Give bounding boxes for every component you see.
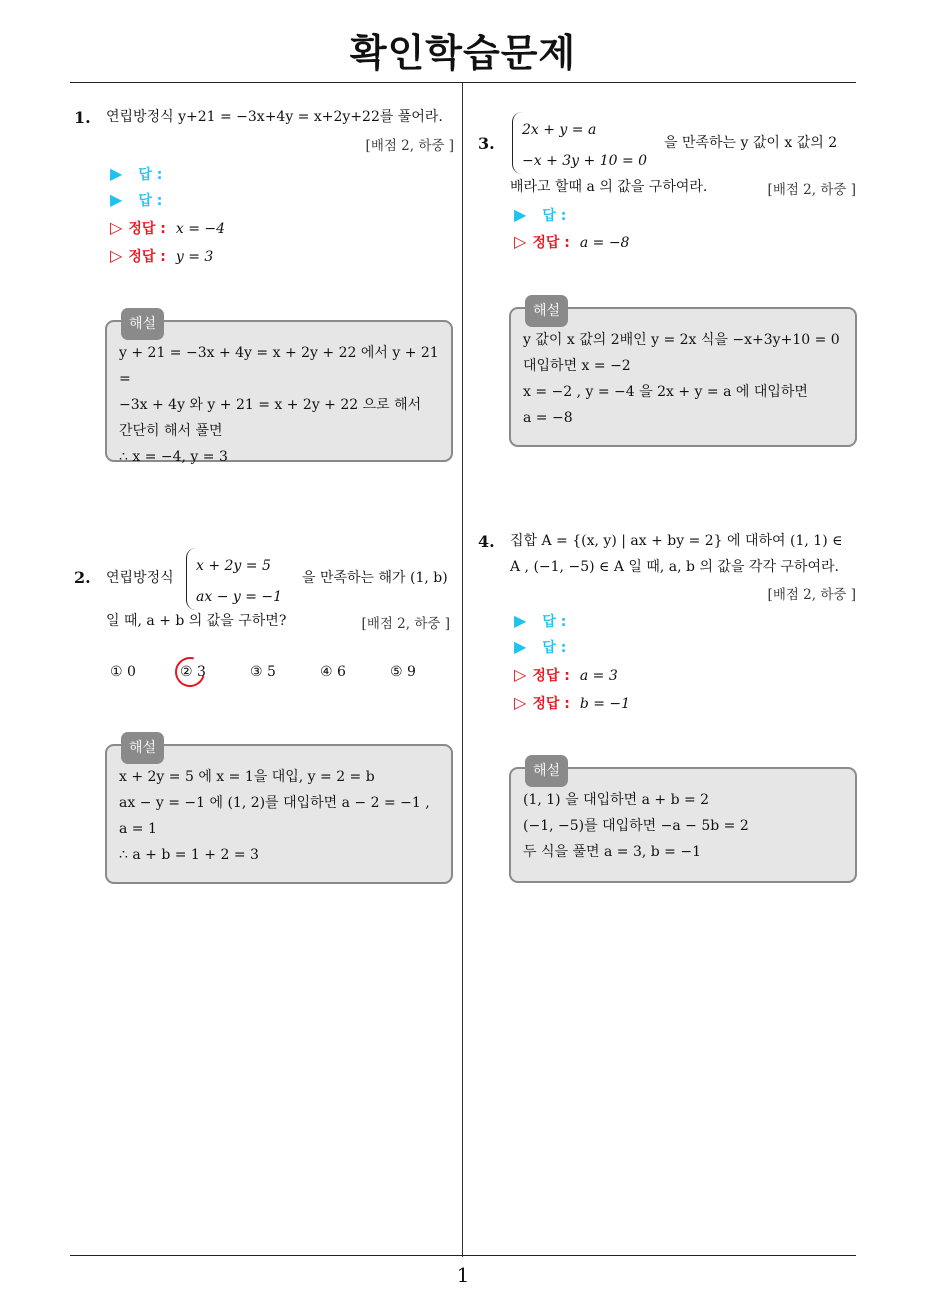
header-rule: [70, 82, 856, 83]
equation: ax − y = −1: [196, 589, 283, 605]
answer-label: 답 :: [138, 193, 163, 209]
footer-rule: [70, 1255, 856, 1256]
choice-1[interactable]: ① 0: [110, 664, 136, 680]
correct-answer-row: [110, 218, 225, 238]
answer-row: [514, 205, 566, 225]
filled-arrow-icon: ▶: [110, 164, 123, 183]
correct-answer-label: 정답 :: [532, 696, 570, 712]
question-text: 배라고 할때 a 의 값을 구하여라.: [510, 179, 708, 195]
choice-4[interactable]: ④ 6: [320, 664, 346, 680]
question-number: 1.: [74, 108, 91, 127]
question-text: 연립방정식 y+21 = −3x+4y = x+2y+22를 풀어라.: [106, 109, 443, 125]
choice-2[interactable]: ② 3: [180, 664, 206, 680]
solution-tag: 해설: [525, 755, 568, 787]
equation: 2x + y = a: [522, 122, 597, 138]
correct-answer-label: 정답 :: [532, 668, 570, 684]
filled-arrow-icon: ▶: [514, 637, 527, 656]
question-text: 을 만족하는 y 값이 x 값의 2: [664, 135, 838, 151]
solution-line: 간단히 해서 풀면: [119, 423, 223, 439]
filled-arrow-icon: ▶: [110, 190, 123, 209]
correct-answer-value: b = −1: [579, 696, 631, 712]
correct-answer-row: [514, 693, 630, 713]
solution-line: −3x + 4y 와 y + 21 = x + 2y + 22 으로 해서: [119, 397, 422, 413]
solution-box: [105, 316, 453, 465]
solution-tag: 해설: [121, 732, 164, 764]
page-number: 1: [456, 1263, 470, 1287]
question-meta: [배점 2, 하중 ]: [767, 587, 856, 603]
solution-box: [509, 763, 857, 883]
solution-line: ∴ x = −4, y = 3: [119, 449, 228, 465]
solution-line: y + 21 = −3x + 4y = x + 2y + 22 에서 y + 21 =: [119, 345, 439, 387]
correct-answer-row: [514, 665, 618, 685]
solution-line: 대입하면 x = −2: [523, 358, 631, 374]
answer-label: 답 :: [542, 614, 567, 630]
question-text: 을 만족하는 해가 (1, b): [302, 570, 448, 586]
solution-tag: 해설: [525, 295, 568, 327]
question-text: 집합 A = {(x, y) | ax + by = 2} 에 대하여 (1, 1) ∈: [510, 533, 843, 549]
solution-line: 두 식을 풀면 a = 3, b = −1: [523, 844, 701, 860]
filled-arrow-icon: ▶: [514, 205, 527, 224]
answer-label: 답 :: [542, 640, 567, 656]
solution-line: x = −2 , y = −4 을 2x + y = a 에 대입하면: [523, 384, 808, 400]
correct-answer-row: [110, 246, 213, 266]
equation: −x + 3y + 10 = 0: [522, 153, 648, 169]
correct-answer-value: y = 3: [175, 249, 214, 265]
selected-answer-circle-icon: [170, 652, 211, 693]
solution-line: ∴ a + b = 1 + 2 = 3: [119, 847, 259, 863]
outline-arrow-icon: ▷: [110, 218, 123, 237]
choice-5[interactable]: ⑤ 9: [390, 664, 416, 680]
question-meta: [배점 2, 하중 ]: [767, 182, 856, 198]
correct-answer-value: x = −4: [175, 221, 226, 237]
question-number: 4.: [478, 532, 495, 551]
question-number: 2.: [74, 568, 91, 587]
outline-arrow-icon: ▷: [514, 665, 527, 684]
solution-line: a = −8: [523, 410, 573, 426]
question-meta: [배점 2, 하중 ]: [365, 138, 454, 154]
correct-answer-label: 정답 :: [532, 235, 570, 251]
answer-row: [110, 164, 162, 184]
equation: x + 2y = 5: [196, 558, 271, 574]
page-title: 확인학습문제: [349, 31, 577, 75]
solution-line: x + 2y = 5 에 x = 1을 대입, y = 2 = b: [119, 769, 375, 785]
answer-row: [110, 190, 162, 210]
solution-box: [105, 740, 453, 884]
question-text: A , (−1, −5) ∈ A 일 때, a, b 의 값을 각각 구하여라.: [510, 559, 839, 575]
solution-line: y 값이 x 값의 2배인 y = 2x 식을 −x+3y+10 = 0: [523, 332, 840, 348]
outline-arrow-icon: ▷: [514, 232, 527, 251]
answer-label: 답 :: [542, 208, 567, 224]
correct-answer-value: a = 3: [579, 668, 618, 684]
answer-row: [514, 637, 566, 657]
correct-answer-row: [514, 232, 629, 252]
answer-label: 답 :: [138, 167, 163, 183]
question-meta: [배점 2, 하중 ]: [361, 616, 450, 632]
correct-answer-value: a = −8: [579, 235, 630, 251]
solution-box: [509, 303, 857, 447]
column-divider: [462, 83, 463, 1257]
question-number: 3.: [478, 134, 495, 153]
correct-answer-label: 정답 :: [128, 221, 166, 237]
question-text: 일 때, a + b 의 값을 구하면?: [106, 613, 287, 629]
outline-arrow-icon: ▷: [514, 693, 527, 712]
correct-answer-label: 정답 :: [128, 249, 166, 265]
solution-line: (−1, −5)를 대입하면 −a − 5b = 2: [523, 818, 749, 834]
solution-line: ax − y = −1 에 (1, 2)를 대입하면 a − 2 = −1 ,: [119, 795, 430, 811]
solution-tag: 해설: [121, 308, 164, 340]
outline-arrow-icon: ▷: [110, 246, 123, 265]
answer-row: [514, 611, 566, 631]
choice-3[interactable]: ③ 5: [250, 664, 276, 680]
filled-arrow-icon: ▶: [514, 611, 527, 630]
question-prefix: 연립방정식: [106, 570, 174, 586]
solution-line: a = 1: [119, 821, 157, 837]
solution-line: (1, 1) 을 대입하면 a + b = 2: [523, 792, 710, 808]
